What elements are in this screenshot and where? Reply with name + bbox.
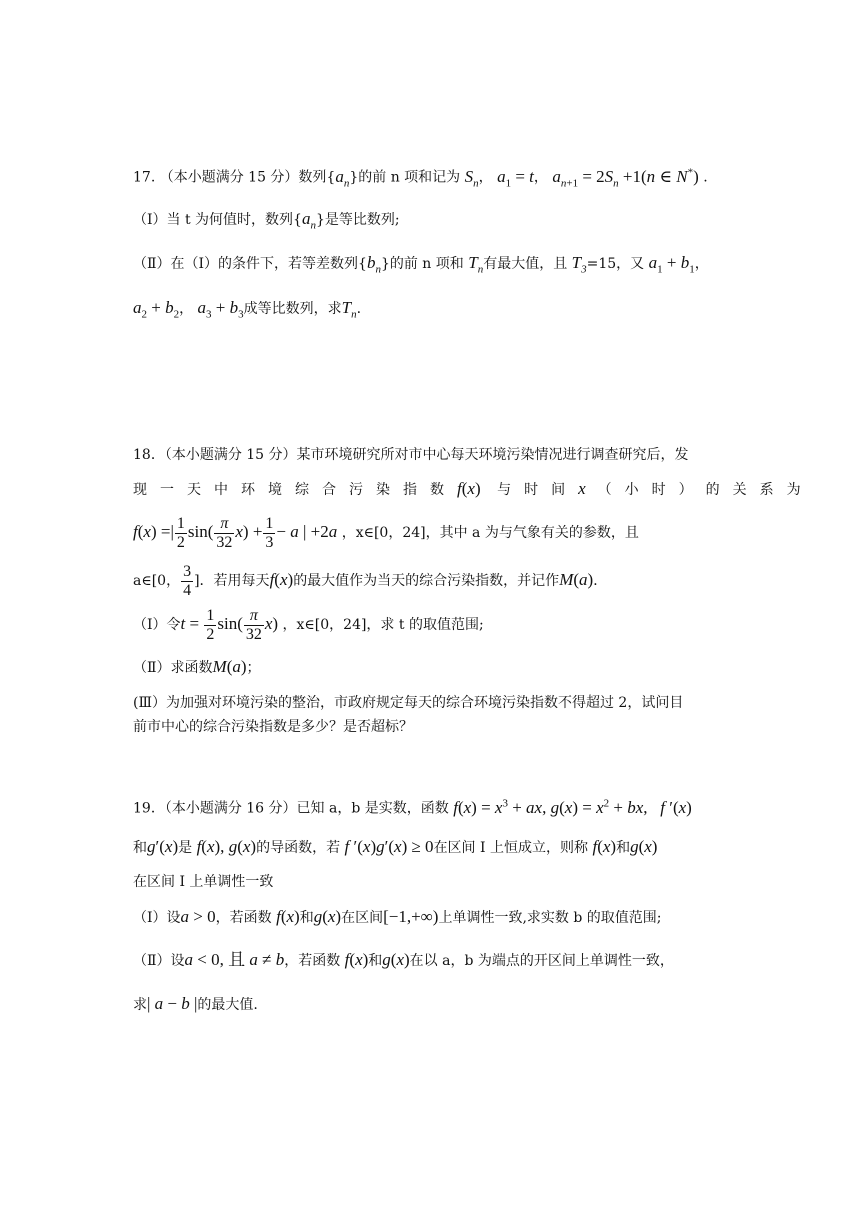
q18-part2: （Ⅱ）求函数M(a)；	[133, 657, 261, 676]
q18-line4: a∈[0， $\frac{3}{4}$ ]．若用每天f(x)的最大值作为当天的综合污染指数，并记作M(a)．	[133, 562, 608, 599]
q19-line1: 19．（本小题满分 16 分）已知 a，b 是实数，函数 $f(x) = x^3$ + ax, $g(x) = x^2$ + bx, f ′(x)	[133, 797, 692, 817]
q17-part2: （Ⅱ）在（Ⅰ）的条件下，若等差数列$\{b_n\}$的前 n 项和 $T_n$有最大值，且 $T_3=15$，又 $a_1 + b_1$，	[133, 253, 709, 276]
q18-part1: （Ⅰ）令t = $\frac{1}{2}$ sin( $\frac{\pi}{32}$ x) ，x∈[0，24]，求 t 的取值范围;	[133, 606, 484, 643]
q19-line2: 和g′(x)是 f(x), g(x)的导函数，若 f ′(x)g′(x) ≥ 0在区间 I 上恒成立，则称 f(x)和g(x)	[133, 837, 658, 856]
q19-part1: （Ⅰ）设a > 0，若函数 f(x)和g(x)在区间[−1,+∞)上单调性一致,求实数 b 的取值范围;	[133, 907, 662, 926]
q17-number: 17.	[133, 169, 156, 186]
q18-part3: (Ⅲ）为加强对环境污染的整治，市政府规定每天的综合环境污染指数不得超过 2，试问目	[133, 695, 684, 711]
q19-line3: 在区间 I 上单调性一致	[133, 874, 274, 890]
q19-part2: （Ⅱ）设a < 0, 且 a ≠ b，若函数 f(x)和g(x)在以 a，b 为端点的开区间上单调性一致，	[133, 950, 674, 969]
q18-line1: 18．（本小题满分 15 分）某市环境研究所对市中心每天环境污染情况进行调查研究后，发	[133, 447, 689, 463]
q17-part1: （Ⅰ）当 t 为何值时，数列$\{a_n\}$是等比数列;	[133, 209, 400, 232]
q18-part3-cont: 前市中心的综合污染指数是多少？是否超标？	[133, 719, 413, 735]
q18-line2: 现一天中环境综合污染指数f(x) 与时间x （小时）的关系为	[133, 479, 814, 498]
q17-part2-cont: $a_2 + b_2$， $a_3 + b_3$成等比数列，求$T_n$.	[133, 298, 362, 321]
q19-part2-cont: 求| a − b |的最大值.	[133, 994, 258, 1013]
q18-formula: f(x) =| $\frac{1}{2}$ sin( $\frac{\pi}{32}$ x) + $\frac{1}{3}$ − a | +2a ，x∈[0，24]，其中 a 为与气象有关的参数，且	[133, 514, 639, 551]
q17-line1: 17. （本小题满分 15 分）数列$\{a_n\}$的前 n 项和记为 $S_n$， $a_1 = t$， $a_{n+1} = 2S_n +1(n$ ∈ N*) .	[133, 166, 708, 190]
